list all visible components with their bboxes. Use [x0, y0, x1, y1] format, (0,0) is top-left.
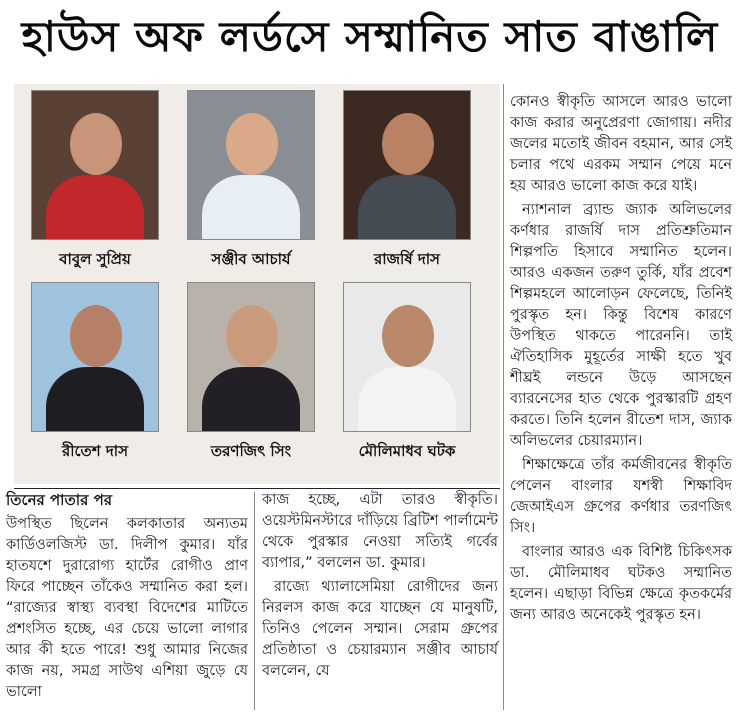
photo-cell [176, 90, 326, 273]
photo-cell [20, 90, 170, 273]
photo-cell [176, 282, 326, 465]
article-column-middle [262, 490, 498, 685]
column-divider [503, 84, 504, 710]
portrait-photo [343, 282, 471, 432]
photo-caption: রীতেশ দাস [61, 442, 129, 460]
article-paragraph: কোনও স্বীকৃতি আসলে আরও ভালো কাজ করার অনুপ্রেরণা জোগায়। নদীর জলের মতোই জীবন বহমান, আর সেই চলার পথে এরকম সম্মান পেয়ে মনে হয় আরও ভালো কাজ করে যাই। [510, 94, 732, 194]
photo-grid [14, 84, 500, 484]
photo-caption: রাজর্ষি দাস [374, 250, 440, 268]
article-paragraph: শিক্ষাক্ষেত্রে তাঁর কর্মজীবনের স্বীকৃতি পেলেন বাংলার যশস্বী শিক্ষাবিদ জেআইএস গ্রুপের কর্ণধার তরণজিৎ সিং। [510, 457, 732, 536]
photo-caption: মৌলিমাধব ঘটক [358, 442, 456, 460]
photo-cell [20, 282, 170, 465]
continued-from-label: তিনের পাতার পর [6, 491, 113, 509]
article-paragraph: ন্যাশনাল ব্র্যান্ড জ্যাক অলিভলের কর্ণধার রাজর্ষি দাস প্রতিশ্রুতিমান শিল্পপতি হিসাবে সম্মানিত হলেন। আরও একজন তরুণ তুর্কি, যাঁর প্রবেশ শিল্পমহলে আলোড়ন ফেলেছে, তিনিই পুরস্কৃত হন। কিন্তু বিশেষ কারণে উপস্থিত থাকতে পারেননি। তাই ঐতিহাসিক মুহূর্তের সাক্ষী হতে খুব শীঘ্রই লন্ডনে উড়ে আসছেন ব্যারনেসের হাত থেকে পুরস্কারটি গ্রহণ করতে। তিনি হলেন রীতেশ দাস, জ্যাক অলিভলের চেয়ারম্যান। [510, 202, 732, 449]
portrait-photo [31, 90, 159, 240]
headline: হাউস অফ লর্ডসে সম্মানিত সাত বাঙালি [21, 11, 719, 61]
article-column-right [510, 92, 732, 629]
portrait-photo [187, 90, 315, 240]
article-paragraph: রাজ্যে থ্যালাসেমিয়া রোগীদের জন্য নিরলস কাজ করে যাচ্ছেন যে মানুষটি, তিনিও পেলেন সম্মান। সেরাম গ্রুপের প্রতিষ্ঠাতা ও চেয়ারম্যান সঞ্জীব আচার্য বললেন, যে [262, 579, 498, 679]
photo-caption: বাবুল সুপ্রিয় [59, 250, 131, 268]
article-paragraph: বাংলার আরও এক বিশিষ্ট চিকিৎসক ডা. মৌলিমাধব ঘটকও সম্মানিত হলেন। এছাড়া বিভিন্ন ক্ষেত্রে কৃতকর্মের জন্য আরও অনেকেই পুরস্কৃত হন। [510, 544, 732, 623]
photo-caption: তরণজিৎ সিং [210, 442, 292, 460]
photo-cell [332, 90, 482, 273]
article-paragraph: উপস্থিত ছিলেন কলকাতার অন্যতম কার্ডিওলজিস্ট ডা. দিলীপ কুমার। যাঁর হাতযশে দুরারোগ্য হার্টের রোগীও প্রাণ ফিরে পাচ্ছেন তাঁকেও সম্মানিত করা হল। “রাজ্যের স্বাস্থ্য ব্যবস্থা বিদেশের মাটিতে প্রশংসিত হচ্ছে, এর চেয়ে ভালো লাগার আর কী হতে পারে! শুধু আমার নিজের কাজ নয়, সমগ্র সাউথ এশিয়া জুড়ে যে ভালো [6, 516, 248, 700]
portrait-photo [343, 90, 471, 240]
column-divider [254, 492, 255, 710]
photo-cell [332, 282, 482, 465]
portrait-photo [187, 282, 315, 432]
section-rule [14, 488, 500, 489]
portrait-photo [31, 282, 159, 432]
article-column-left [6, 490, 248, 706]
photo-caption: সঞ্জীব আচার্য [211, 250, 291, 268]
article-paragraph: কাজ হচ্ছে, এটা তারও স্বীকৃতি। ওয়েস্টমিনস্টারে দাঁড়িয়ে ব্রিটিশ পার্লামেন্ট থেকে পুরস্কার নেওয়া সত্যিই গর্বের ব্যাপার,” বললেন ডা. কুমার। [262, 492, 498, 571]
